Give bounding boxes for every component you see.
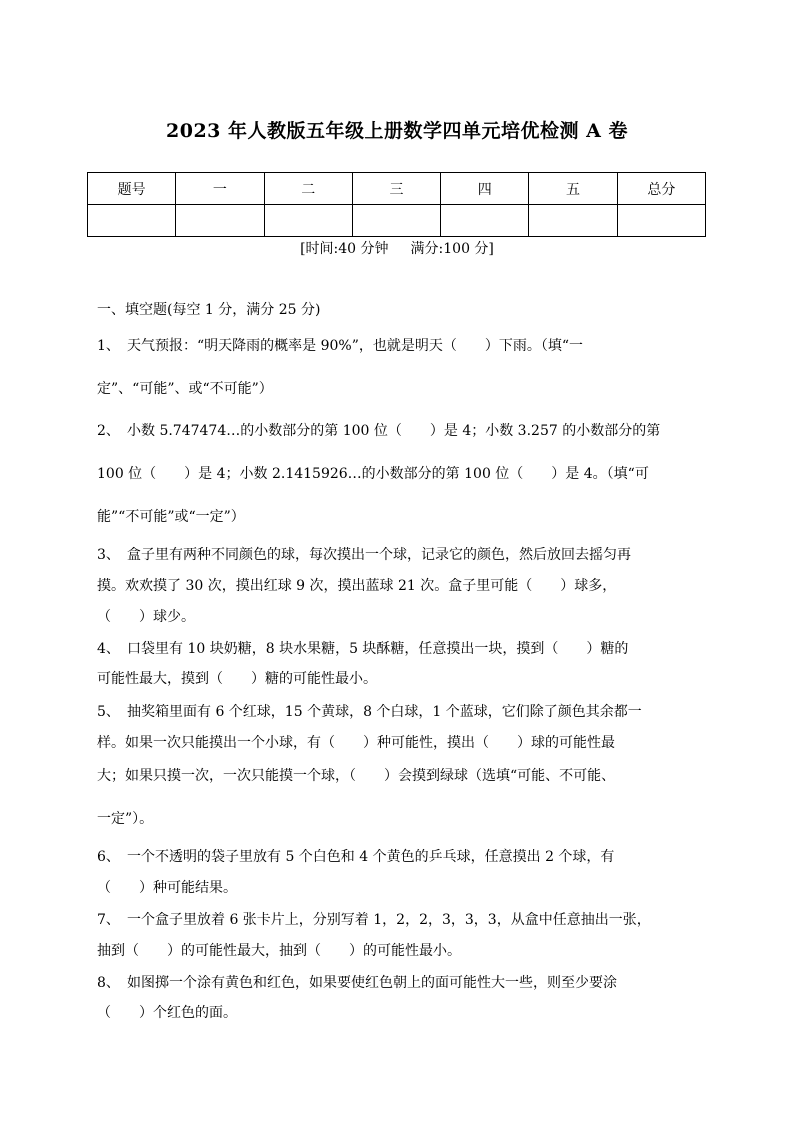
score-cell[interactable] <box>617 205 705 237</box>
score-header-cell: 四 <box>441 173 529 205</box>
question-line: 如图掷一个涂有黄色和红色，如果要使红色朝上的面可能性大一些，则至少要涂 <box>127 975 617 991</box>
question-number: 5、 <box>97 704 120 720</box>
question-line: 能”“不可能”或“一定”） <box>97 509 245 525</box>
score-header-cell: 五 <box>529 173 617 205</box>
question-line: 大；如果只摸一次，一次只能摸一个球，（ ）会摸到绿球（选填“可能、不可能、 <box>97 768 616 784</box>
score-table-score-row <box>88 205 706 237</box>
question-line: 抽奖箱里面有 6 个红球，15 个黄球，8 个白球，1 个蓝球，它们除了颜色其余都一 <box>127 704 642 720</box>
question-line: 抽到（ ）的可能性最大，抽到（ ）的可能性最小。 <box>97 943 461 959</box>
score-cell[interactable] <box>352 205 440 237</box>
time-limit: [时间:40 分钟 <box>300 241 389 257</box>
question-line: （ ）个红色的面。 <box>97 1005 237 1021</box>
question-number: 2、 <box>97 423 120 439</box>
question-line: 天气预报：“明天降雨的概率是 90%”，也就是明天（ ）下雨。（填“一 <box>127 338 584 354</box>
score-header-cell: 二 <box>264 173 352 205</box>
question-line: 100 位（ ）是 4；小数 2.1415926…的小数部分的第 100 位（ ）是 4。（填“可 <box>97 466 649 482</box>
score-table-header-row <box>88 173 706 205</box>
question-line: 摸。欢欢摸了 30 次，摸出红球 9 次，摸出蓝球 21 次。盒子里可能（ ）球多， <box>97 578 617 594</box>
score-cell[interactable] <box>176 205 264 237</box>
score-cell[interactable] <box>529 205 617 237</box>
time-info <box>0 238 794 258</box>
question-line: 小数 5.747474…的小数部分的第 100 位（ ）是 4；小数 3.257 的小数部分的第 <box>127 423 661 439</box>
question-line: （ ）球少。 <box>97 609 195 625</box>
question-number: 3、 <box>97 547 120 563</box>
score-header-cell: 总分 <box>617 173 705 205</box>
score-cell[interactable] <box>441 205 529 237</box>
question-number: 1、 <box>97 338 120 354</box>
score-header-cell: 三 <box>352 173 440 205</box>
question-number: 8、 <box>97 975 120 991</box>
score-header-cell: 题号 <box>88 173 176 205</box>
question-line: 一个盒子里放着 6 张卡片上，分别写着 1，2，2，3，3，3，从盒中任意抽出一张， <box>127 912 651 928</box>
question-line: 样。如果一次只能摸出一个小球，有（ ）种可能性，摸出（ ）球的可能性最 <box>97 735 615 751</box>
question-number: 6、 <box>97 849 120 865</box>
score-table <box>87 172 706 237</box>
question-line: 口袋里有 10 块奶糖，8 块水果糖，5 块酥糖，任意摸出一块，摸到（ ）糖的 <box>127 641 629 657</box>
score-header-cell: 一 <box>176 173 264 205</box>
question-line: （ ）种可能结果。 <box>97 880 237 896</box>
score-cell[interactable] <box>88 205 176 237</box>
question-line: 定”、“可能”、或“不可能”） <box>97 381 273 397</box>
question-line: 盒子里有两种不同颜色的球，每次摸出一个球，记录它的颜色，然后放回去摇匀再 <box>127 547 631 563</box>
question-line: 一定”）。 <box>97 811 154 827</box>
question-line: 一个不透明的袋子里放有 5 个白色和 4 个黄色的乒乓球，任意摸出 2 个球，有 <box>127 849 615 865</box>
score-cell[interactable] <box>264 205 352 237</box>
full-score: 满分:100 分] <box>410 241 494 257</box>
question-number: 7、 <box>97 912 120 928</box>
page-title: 2023 年人教版五年级上册数学四单元培优检测 A 卷 <box>166 120 628 142</box>
section-heading: 一、填空题(每空 1 分，满分 25 分) <box>97 302 321 318</box>
question-number: 4、 <box>97 641 120 657</box>
question-line: 可能性最大，摸到（ ）糖的可能性最小。 <box>97 671 377 687</box>
